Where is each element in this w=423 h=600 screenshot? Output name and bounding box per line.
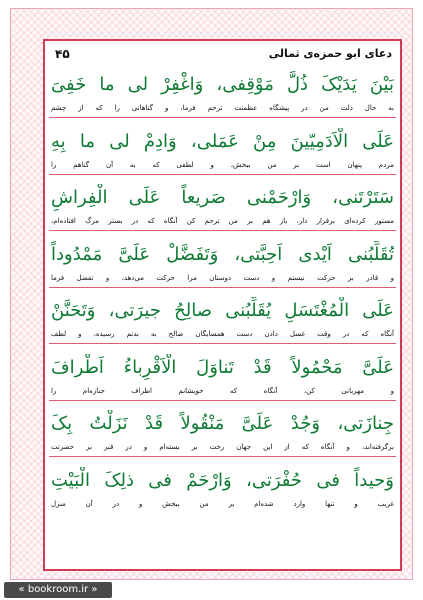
verse-list [45, 67, 400, 519]
divider-line [49, 174, 396, 175]
persian-translation: و مهربانی کن، آنگاه که خویشانم اطراف جنازه‌ام را [51, 386, 394, 395]
divider-line [49, 287, 396, 288]
arabic-text: عَلَیَّ مَحْمُولاً قَدْ تَناوَلَ الْاَقْرِباءُ اَطْرافَ [51, 356, 394, 378]
divider-line [49, 400, 396, 401]
persian-translation: و قادر بر حرکت نیستم و دست دوستان مرا حرکت می‌دهد، و تفضل فرما [51, 273, 394, 282]
divider-line [49, 230, 396, 231]
verse-block-6 [45, 350, 400, 407]
arabic-text: جِنازَتی، وَجُدْ عَلَیَّ مَنْقُولاً قَدْ نَزَلْتُ بِکَ [51, 413, 394, 434]
persian-translation: مستور کرده‌ای برقرار دار، باز هم بر من ترحم کن آنگاه که در بستر مرگ افتاده‌ام، [51, 217, 394, 225]
persian-translation: برگرفته‌اند، و آنگاه که از این جهان رخت بر بسته‌ام و در قبر بر حضرتت [51, 443, 394, 451]
arabic-text: تُقَلِّبُنی اَیْدی اَحِبَّتی، وَتَفَضَّلْ عَلَیَّ مَمْدُوداً [51, 243, 394, 265]
watermark-badge: « bookroom.ir » [4, 582, 112, 598]
verse-block-4 [45, 237, 400, 294]
page-content [43, 39, 402, 571]
arabic-text: سَتَرْتَنی، وَارْحَمْنی صَریعاً عَلَی الْفِراشِ [51, 187, 394, 208]
decorative-frame [10, 8, 413, 580]
divider-line [49, 456, 396, 457]
persian-translation: آنگاه که در وقت غسل دادن دست همسایگان صالح به بدنم رسیده، و لطف [51, 330, 394, 338]
persian-translation: مردم پنهان است بر من ببخش، و لطفی که به آن گناهم را [51, 160, 394, 169]
verse-block-7 [45, 406, 400, 463]
verse-block-8 [45, 463, 400, 520]
divider-line [49, 343, 396, 344]
verse-block-2 [45, 124, 400, 181]
arabic-text: عَلَی الْاَدَمِیّینَ مِنْ عَمَلی، وَادِمْ لی ما بِهِ [51, 130, 394, 152]
arabic-text: عَلَی الْمُغْتَسَلِ یُقَلِّبُنی صالِحُ جیرَتی، وَتَحَنَّنْ [51, 300, 394, 321]
verse-block-5 [45, 293, 400, 350]
persian-translation: به حال ذلت من در پیشگاه عظمتت ترحم فرما، و گناهانی را که از چشم [51, 104, 394, 112]
persian-translation: غریب و تنها وارد شده‌ام بر من ببخش و در آن منزل [51, 499, 394, 508]
header-title: دعای ابو حمزه‌ی ثمالی [268, 47, 392, 60]
verse-block-1 [45, 67, 400, 124]
page-header [45, 47, 400, 67]
divider-line [49, 117, 396, 118]
page-number: ۴۵ [55, 47, 70, 61]
arabic-text: وَحیداً فی حُفْرَتی، وَارْحَمْ فی ذلِکَ الْبَیْتِ [51, 469, 394, 491]
verse-block-3 [45, 180, 400, 237]
arabic-text: بَیْنَ یَدَیْکَ ذُلَّ مَوْقِفی، وَاغْفِرْ لی ما خَفِیَ [51, 74, 394, 95]
